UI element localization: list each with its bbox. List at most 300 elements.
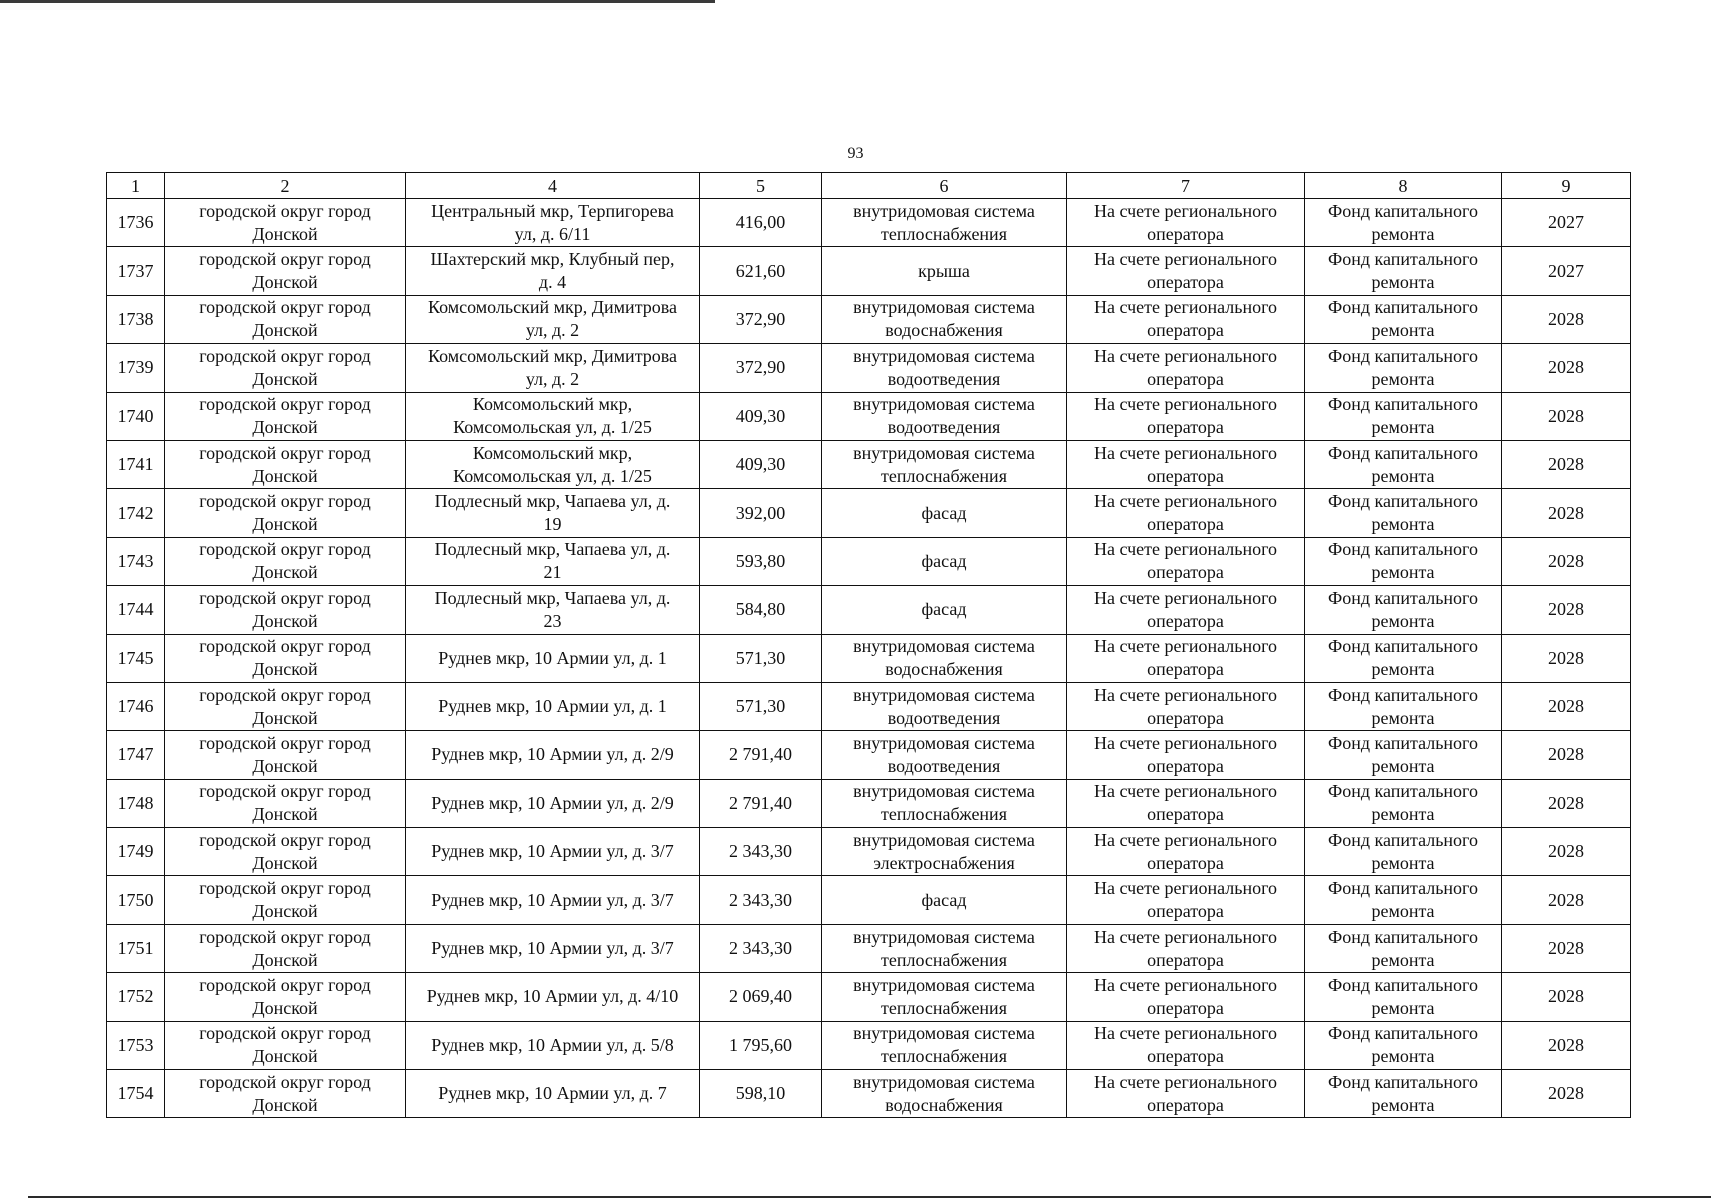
cell-fund-source-line: ремонта [1371, 223, 1435, 244]
cell-fund-account-line: оператора [1147, 610, 1224, 631]
cell-municipality [165, 876, 406, 924]
cell-municipality [165, 344, 406, 392]
cell-address [406, 392, 700, 440]
repair-register-table [106, 172, 1631, 1118]
cell-address [406, 586, 700, 634]
cell-address-line: 23 [543, 610, 562, 631]
cell-fund-source-line: Фонд капитального [1328, 829, 1478, 850]
cell-fund-source-line: Фонд капитального [1328, 200, 1478, 221]
cell-fund-account-line: На счете регионального [1093, 297, 1278, 318]
cell-fund-account-line: На счете регионального [1093, 732, 1278, 753]
cell-work-type [822, 634, 1067, 682]
cell-municipality-line: Донской [252, 223, 318, 244]
cell-municipality [165, 1021, 406, 1069]
cell-fund-source-line: ремонта [1371, 949, 1435, 970]
cell-fund-account [1067, 199, 1305, 247]
cell-address [406, 199, 700, 247]
table-row [107, 973, 1631, 1021]
cell-fund-account-line: оператора [1147, 223, 1224, 244]
cell-row-number: 1743 [107, 537, 165, 585]
table-row [107, 295, 1631, 343]
cell-year: 2028 [1502, 682, 1631, 730]
cell-municipality [165, 537, 406, 585]
cell-row-number: 1738 [107, 295, 165, 343]
cell-work-type-line: внутридомовая система [853, 1071, 1035, 1092]
table-row [107, 440, 1631, 488]
cell-fund-source [1305, 876, 1502, 924]
cell-address [406, 973, 700, 1021]
cell-area: 571,30 [700, 634, 822, 682]
cell-address-line: Комсомольский мкр, Димитрова [427, 345, 678, 366]
cell-fund-account [1067, 344, 1305, 392]
table-row [107, 828, 1631, 876]
cell-work-type [822, 973, 1067, 1021]
cell-municipality-line: Донской [252, 417, 318, 438]
cell-year: 2028 [1502, 295, 1631, 343]
cell-area: 1 795,60 [700, 1021, 822, 1069]
table-row [107, 1070, 1631, 1118]
cell-municipality-line: городской округ город [199, 926, 371, 947]
cell-municipality [165, 973, 406, 1021]
cell-work-type-line: внутридомовая система [853, 1023, 1035, 1044]
cell-year: 2028 [1502, 973, 1631, 1021]
cell-work-type [822, 1070, 1067, 1118]
cell-fund-source [1305, 392, 1502, 440]
cell-work-type-line: внутридомовая система [853, 442, 1035, 463]
cell-address-line: Руднев мкр, 10 Армии ул, д. 1 [438, 696, 667, 717]
cell-address-line: 21 [543, 562, 562, 583]
cell-work-type-line: внутридомовая система [853, 684, 1035, 705]
cell-work-type-line: теплоснабжения [881, 804, 1007, 825]
cell-work-type-line: водоснабжения [885, 659, 1003, 680]
table-row [107, 344, 1631, 392]
cell-fund-account-line: На счете регионального [1093, 926, 1278, 947]
cell-row-number: 1742 [107, 489, 165, 537]
cell-municipality [165, 295, 406, 343]
cell-row-number: 1751 [107, 924, 165, 972]
cell-work-type-line: внутридомовая система [853, 781, 1035, 802]
cell-work-type [822, 779, 1067, 827]
cell-work-type [822, 489, 1067, 537]
cell-work-type [822, 247, 1067, 295]
cell-fund-account [1067, 924, 1305, 972]
cell-fund-account-line: оператора [1147, 514, 1224, 535]
cell-address-line: Руднев мкр, 10 Армии ул, д. 4/10 [426, 986, 679, 1007]
cell-municipality-line: городской округ город [199, 200, 371, 221]
cell-row-number: 1752 [107, 973, 165, 1021]
cell-fund-source-line: ремонта [1371, 804, 1435, 825]
cell-address-line: Подлесный мкр, Чапаева ул, д. [434, 491, 671, 512]
cell-address-line: Руднев мкр, 10 Армии ул, д. 5/8 [431, 1034, 674, 1055]
cell-fund-source [1305, 731, 1502, 779]
cell-year: 2027 [1502, 199, 1631, 247]
cell-fund-account-line: На счете регионального [1093, 974, 1278, 995]
cell-area: 621,60 [700, 247, 822, 295]
cell-fund-source-line: Фонд капитального [1328, 345, 1478, 366]
cell-municipality [165, 828, 406, 876]
cell-municipality-line: городской округ город [199, 974, 371, 995]
cell-fund-account-line: На счете регионального [1093, 249, 1278, 270]
cell-work-type [822, 682, 1067, 730]
cell-work-type-line: внутридомовая система [853, 297, 1035, 318]
cell-fund-account [1067, 440, 1305, 488]
cell-fund-account-line: На счете регионального [1093, 491, 1278, 512]
cell-work-type-line: водоотведения [887, 707, 1001, 728]
cell-fund-account-line: оператора [1147, 562, 1224, 583]
header-cell: 9 [1502, 173, 1631, 199]
cell-fund-account [1067, 779, 1305, 827]
cell-fund-account-line: На счете регионального [1093, 442, 1278, 463]
cell-work-type-line: внутридомовая система [853, 200, 1035, 221]
cell-municipality [165, 682, 406, 730]
cell-fund-account-line: оператора [1147, 804, 1224, 825]
cell-municipality-line: городской округ город [199, 345, 371, 366]
cell-municipality-line: городской округ город [199, 587, 371, 608]
cell-municipality [165, 779, 406, 827]
header-cell: 7 [1067, 173, 1305, 199]
cell-row-number: 1740 [107, 392, 165, 440]
table-row [107, 924, 1631, 972]
cell-work-type [822, 537, 1067, 585]
cell-work-type [822, 731, 1067, 779]
cell-municipality-line: Донской [252, 804, 318, 825]
cell-year: 2028 [1502, 440, 1631, 488]
cell-fund-account-line: оператора [1147, 1094, 1224, 1115]
cell-address-line: Шахтерский мкр, Клубный пер, [430, 249, 675, 270]
cell-fund-source [1305, 344, 1502, 392]
cell-work-type-line: теплоснабжения [881, 465, 1007, 486]
cell-fund-account-line: оператора [1147, 997, 1224, 1018]
cell-work-type-line: фасад [921, 550, 967, 571]
table-row [107, 537, 1631, 585]
cell-municipality [165, 247, 406, 295]
cell-municipality [165, 731, 406, 779]
scan-edge-top [0, 0, 715, 3]
cell-fund-source-line: ремонта [1371, 368, 1435, 389]
cell-address [406, 1021, 700, 1069]
cell-fund-source-line: Фонд капитального [1328, 781, 1478, 802]
cell-fund-account-line: На счете регионального [1093, 878, 1278, 899]
cell-row-number: 1754 [107, 1070, 165, 1118]
cell-fund-source-line: ремонта [1371, 417, 1435, 438]
cell-area: 571,30 [700, 682, 822, 730]
cell-work-type [822, 440, 1067, 488]
cell-address-line: Подлесный мкр, Чапаева ул, д. [434, 587, 671, 608]
cell-fund-account-line: оператора [1147, 659, 1224, 680]
cell-row-number: 1749 [107, 828, 165, 876]
cell-fund-account [1067, 1021, 1305, 1069]
cell-fund-account [1067, 973, 1305, 1021]
table-row [107, 779, 1631, 827]
cell-fund-account-line: оператора [1147, 901, 1224, 922]
cell-address [406, 924, 700, 972]
cell-fund-source-line: Фонд капитального [1328, 878, 1478, 899]
cell-fund-account-line: оператора [1147, 272, 1224, 293]
cell-fund-account-line: оператора [1147, 320, 1224, 341]
cell-address [406, 344, 700, 392]
cell-address-line: Руднев мкр, 10 Армии ул, д. 1 [438, 647, 667, 668]
table-row [107, 489, 1631, 537]
cell-address-line: Подлесный мкр, Чапаева ул, д. [434, 539, 671, 560]
cell-address-line: Руднев мкр, 10 Армии ул, д. 2/9 [431, 744, 674, 765]
cell-fund-source-line: ремонта [1371, 659, 1435, 680]
cell-year: 2028 [1502, 634, 1631, 682]
cell-fund-account-line: На счете регионального [1093, 539, 1278, 560]
cell-municipality-line: Донской [252, 659, 318, 680]
cell-work-type-line: теплоснабжения [881, 1046, 1007, 1067]
cell-work-type-line: водоснабжения [885, 1094, 1003, 1115]
cell-fund-source [1305, 924, 1502, 972]
cell-work-type-line: водоотведения [887, 417, 1001, 438]
cell-fund-source-line: ремонта [1371, 272, 1435, 293]
cell-municipality [165, 1070, 406, 1118]
cell-address-line: ул, д. 2 [525, 368, 580, 389]
cell-address-line: ул, д. 6/11 [514, 223, 591, 244]
cell-municipality-line: Донской [252, 465, 318, 486]
cell-fund-source [1305, 537, 1502, 585]
cell-municipality-line: городской округ город [199, 394, 371, 415]
cell-fund-source-line: Фонд капитального [1328, 974, 1478, 995]
cell-work-type [822, 392, 1067, 440]
cell-area: 584,80 [700, 586, 822, 634]
cell-work-type-line: водоотведения [887, 755, 1001, 776]
cell-fund-source [1305, 247, 1502, 295]
cell-fund-source-line: ремонта [1371, 610, 1435, 631]
cell-municipality-line: Донской [252, 514, 318, 535]
cell-fund-account-line: На счете регионального [1093, 829, 1278, 850]
cell-address [406, 731, 700, 779]
cell-year: 2028 [1502, 586, 1631, 634]
cell-fund-source-line: Фонд капитального [1328, 394, 1478, 415]
cell-municipality-line: Донской [252, 368, 318, 389]
cell-municipality-line: городской округ город [199, 781, 371, 802]
cell-address-line: Руднев мкр, 10 Армии ул, д. 3/7 [431, 938, 674, 959]
cell-municipality-line: городской округ город [199, 297, 371, 318]
cell-fund-account-line: оператора [1147, 852, 1224, 873]
cell-area: 409,30 [700, 440, 822, 488]
cell-work-type-line: внутридомовая система [853, 732, 1035, 753]
cell-fund-source-line: Фонд капитального [1328, 732, 1478, 753]
cell-fund-source [1305, 1070, 1502, 1118]
table-body [107, 199, 1631, 1118]
cell-row-number: 1739 [107, 344, 165, 392]
cell-municipality-line: городской округ город [199, 1023, 371, 1044]
page-number: 93 [847, 145, 864, 162]
cell-fund-source [1305, 1021, 1502, 1069]
cell-fund-source [1305, 973, 1502, 1021]
cell-work-type-line: электроснабжения [873, 852, 1015, 873]
cell-area: 2 069,40 [700, 973, 822, 1021]
cell-address-line: 19 [543, 514, 562, 535]
cell-municipality [165, 392, 406, 440]
cell-municipality-line: Донской [252, 707, 318, 728]
cell-work-type [822, 586, 1067, 634]
table-row [107, 199, 1631, 247]
cell-work-type-line: внутридомовая система [853, 394, 1035, 415]
cell-fund-account [1067, 586, 1305, 634]
cell-row-number: 1753 [107, 1021, 165, 1069]
cell-municipality [165, 489, 406, 537]
cell-fund-source-line: Фонд капитального [1328, 539, 1478, 560]
cell-work-type [822, 199, 1067, 247]
table-row [107, 682, 1631, 730]
cell-fund-source [1305, 489, 1502, 537]
cell-work-type [822, 828, 1067, 876]
cell-fund-source-line: Фонд капитального [1328, 249, 1478, 270]
cell-address [406, 489, 700, 537]
cell-year: 2028 [1502, 489, 1631, 537]
cell-municipality [165, 586, 406, 634]
cell-fund-source-line: Фонд капитального [1328, 297, 1478, 318]
cell-year: 2028 [1502, 876, 1631, 924]
cell-municipality-line: Донской [252, 562, 318, 583]
cell-fund-source [1305, 828, 1502, 876]
cell-municipality-line: городской округ город [199, 684, 371, 705]
cell-fund-account-line: На счете регионального [1093, 587, 1278, 608]
table-row [107, 731, 1631, 779]
cell-municipality-line: городской округ город [199, 732, 371, 753]
cell-row-number: 1741 [107, 440, 165, 488]
cell-fund-account-line: На счете регионального [1093, 781, 1278, 802]
cell-year: 2028 [1502, 1070, 1631, 1118]
cell-address [406, 440, 700, 488]
cell-year: 2028 [1502, 537, 1631, 585]
cell-work-type-line: теплоснабжения [881, 949, 1007, 970]
cell-fund-source-line: Фонд капитального [1328, 926, 1478, 947]
scan-edge-bottom [28, 1196, 1711, 1198]
table-row [107, 876, 1631, 924]
cell-fund-source [1305, 586, 1502, 634]
cell-fund-source [1305, 682, 1502, 730]
cell-fund-account-line: оператора [1147, 465, 1224, 486]
cell-fund-source [1305, 440, 1502, 488]
cell-area: 392,00 [700, 489, 822, 537]
cell-fund-source-line: Фонд капитального [1328, 1071, 1478, 1092]
cell-fund-account-line: На счете регионального [1093, 200, 1278, 221]
cell-municipality-line: Донской [252, 1094, 318, 1115]
cell-work-type-line: внутридомовая система [853, 345, 1035, 366]
cell-work-type [822, 344, 1067, 392]
cell-address-line: Комсомольский мкр, [472, 394, 633, 415]
cell-work-type-line: внутридомовая система [853, 636, 1035, 657]
cell-area: 2 791,40 [700, 731, 822, 779]
cell-fund-source-line: ремонта [1371, 320, 1435, 341]
cell-work-type-line: теплоснабжения [881, 997, 1007, 1018]
cell-address-line: Руднев мкр, 10 Армии ул, д. 2/9 [431, 792, 674, 813]
cell-municipality-line: Донской [252, 272, 318, 293]
cell-row-number: 1746 [107, 682, 165, 730]
cell-municipality [165, 924, 406, 972]
cell-fund-account [1067, 1070, 1305, 1118]
cell-work-type-line: внутридомовая система [853, 829, 1035, 850]
cell-fund-source-line: ремонта [1371, 901, 1435, 922]
cell-fund-source-line: Фонд капитального [1328, 636, 1478, 657]
cell-address-line: ул, д. 2 [525, 320, 580, 341]
header-cell: 6 [822, 173, 1067, 199]
cell-work-type [822, 1021, 1067, 1069]
cell-fund-account-line: На счете регионального [1093, 345, 1278, 366]
cell-municipality [165, 634, 406, 682]
cell-municipality-line: городской округ город [199, 829, 371, 850]
cell-row-number: 1737 [107, 247, 165, 295]
cell-fund-account-line: На счете регионального [1093, 684, 1278, 705]
cell-area: 2 343,30 [700, 876, 822, 924]
cell-work-type-line: фасад [921, 502, 967, 523]
cell-municipality-line: городской округ город [199, 878, 371, 899]
cell-municipality-line: Донской [252, 852, 318, 873]
cell-fund-account [1067, 731, 1305, 779]
cell-fund-source-line: ремонта [1371, 755, 1435, 776]
cell-work-type-line: фасад [921, 599, 967, 620]
cell-address-line: Руднев мкр, 10 Армии ул, д. 3/7 [431, 841, 674, 862]
cell-fund-account [1067, 876, 1305, 924]
cell-fund-source-line: Фонд капитального [1328, 442, 1478, 463]
header-cell: 8 [1305, 173, 1502, 199]
cell-work-type-line: крыша [918, 260, 970, 281]
cell-fund-source [1305, 634, 1502, 682]
cell-area: 2 343,30 [700, 828, 822, 876]
cell-fund-source-line: ремонта [1371, 1094, 1435, 1115]
cell-year: 2028 [1502, 828, 1631, 876]
cell-fund-account-line: На счете регионального [1093, 636, 1278, 657]
cell-year: 2028 [1502, 924, 1631, 972]
cell-fund-source-line: ремонта [1371, 852, 1435, 873]
cell-address [406, 295, 700, 343]
cell-fund-account [1067, 295, 1305, 343]
cell-fund-account-line: На счете регионального [1093, 1023, 1278, 1044]
cell-municipality [165, 199, 406, 247]
cell-municipality-line: Донской [252, 1046, 318, 1067]
header-cell: 4 [406, 173, 700, 199]
cell-municipality-line: городской округ город [199, 539, 371, 560]
cell-fund-account-line: оператора [1147, 949, 1224, 970]
header-row [107, 173, 1631, 199]
cell-fund-source [1305, 295, 1502, 343]
cell-fund-source-line: Фонд капитального [1328, 684, 1478, 705]
cell-row-number: 1750 [107, 876, 165, 924]
table-row [107, 1021, 1631, 1069]
cell-area: 2 791,40 [700, 779, 822, 827]
cell-year: 2028 [1502, 1021, 1631, 1069]
cell-area: 372,90 [700, 295, 822, 343]
cell-municipality-line: городской округ город [199, 491, 371, 512]
cell-address-line: Комсомольская ул, д. 1/25 [453, 465, 652, 486]
table-row [107, 247, 1631, 295]
cell-municipality-line: городской округ город [199, 249, 371, 270]
cell-year: 2028 [1502, 344, 1631, 392]
cell-address-line: д. 4 [538, 272, 567, 293]
cell-work-type [822, 876, 1067, 924]
cell-area: 598,10 [700, 1070, 822, 1118]
cell-work-type-line: фасад [921, 889, 967, 910]
cell-year: 2028 [1502, 779, 1631, 827]
cell-municipality-line: Донской [252, 755, 318, 776]
cell-address-line: Комсомольский мкр, [472, 442, 633, 463]
cell-area: 593,80 [700, 537, 822, 585]
cell-row-number: 1745 [107, 634, 165, 682]
cell-address [406, 828, 700, 876]
cell-fund-account [1067, 828, 1305, 876]
cell-year: 2028 [1502, 731, 1631, 779]
cell-fund-source [1305, 779, 1502, 827]
cell-address [406, 634, 700, 682]
cell-fund-account [1067, 537, 1305, 585]
cell-fund-account-line: оператора [1147, 1046, 1224, 1067]
cell-municipality-line: городской округ город [199, 1071, 371, 1092]
cell-fund-account [1067, 489, 1305, 537]
cell-fund-source [1305, 199, 1502, 247]
cell-area: 2 343,30 [700, 924, 822, 972]
